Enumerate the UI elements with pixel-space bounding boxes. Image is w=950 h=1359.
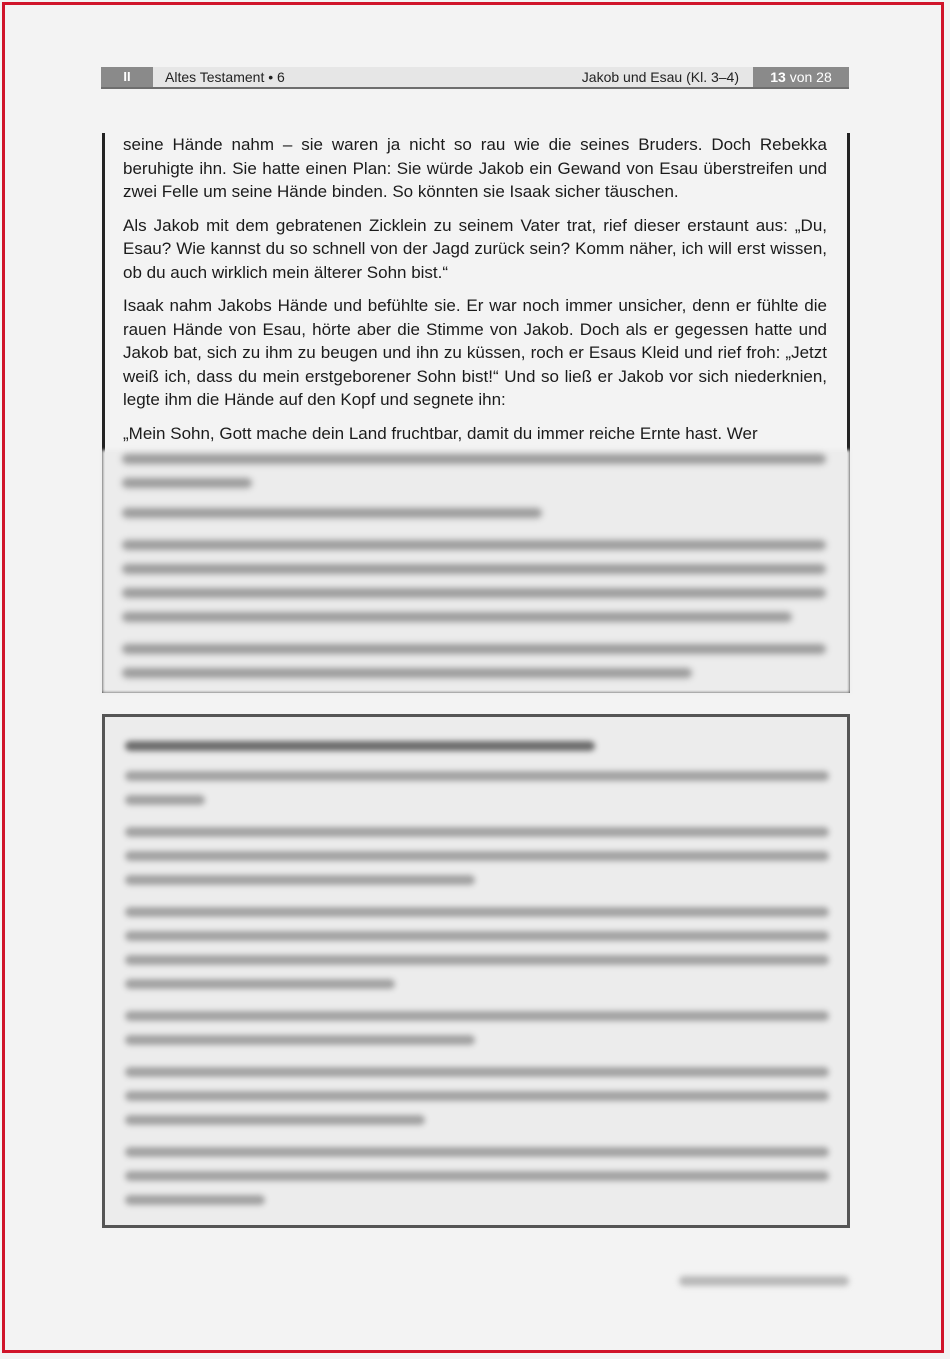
blurred-footer-note — [679, 1276, 849, 1286]
blurred-heading — [125, 741, 595, 751]
blurred-line — [125, 1171, 829, 1181]
page-header — [101, 67, 849, 89]
blurred-line — [125, 1091, 829, 1101]
blurred-line — [125, 827, 829, 837]
blurred-line — [122, 644, 826, 654]
blurred-line — [125, 1195, 265, 1205]
blurred-line — [122, 508, 542, 518]
blurred-line — [122, 668, 692, 678]
blurred-line — [125, 851, 829, 861]
blurred-line — [122, 564, 826, 574]
section-badge: II — [101, 67, 153, 87]
blurred-line — [125, 1011, 829, 1021]
blurred-line — [125, 1147, 829, 1157]
blurred-story-box — [102, 714, 850, 1228]
blurred-line — [122, 478, 252, 488]
blurred-line — [122, 588, 826, 598]
page-current: 13 — [770, 69, 786, 85]
blurred-line — [122, 612, 792, 622]
blurred-line — [125, 875, 475, 885]
series-title: Altes Testament • 6 — [165, 69, 285, 85]
blurred-line — [125, 795, 205, 805]
unit-title: Jakob und Esau (Kl. 3–4) — [581, 69, 739, 85]
paragraph: Als Jakob mit dem gebratenen Zicklein zu seinem Vater trat, rief dieser erstaunt aus: „Du, Esau? Wie kannst du so schnell von der Jagd zurück sein? Komm näher, ich will erst wissen, ob du auch wirklich mein älterer Sohn bist.“ — [123, 215, 827, 282]
blurred-line — [125, 979, 395, 989]
paragraph: „Mein Sohn, Gott mache dein Land fruchtbar, damit du immer reiche Ernte hast. Wer — [123, 423, 758, 443]
blurred-text-region — [102, 450, 850, 693]
paragraph: seine Hände nahm – sie waren ja nicht so rau wie die seines Bruders. Doch Rebekka beruhigte ihn. Sie hatte einen Plan: Sie würde Jakob ein Gewand von Esau überstreifen und zwei Felle um seine Hände binden. So könnten sie Isaak sicher täuschen. — [123, 135, 827, 201]
blurred-line — [125, 931, 829, 941]
page-counter — [753, 67, 849, 87]
paragraph: Isaak nahm Jakobs Hände und befühlte sie. Er war noch immer unsicher, denn er fühlte die rauen Hände von Esau, hörte aber die Stimme von Jakob. Doch als er gegessen hatte und Jakob bat, sich zu ihm zu beugen und ihn zu küssen, roch er Esaus Kleid und rief froh: „Jetzt weiß ich, dass du mein erstgeborener Sohn bist!“ Und so ließ er Jakob vor sich niederknien, legte ihm die Hände auf den Kopf und segnete ihn: — [123, 296, 827, 409]
blurred-line — [122, 454, 826, 464]
page-total: von 28 — [785, 69, 832, 85]
blurred-line — [125, 1115, 425, 1125]
story-text — [123, 133, 827, 455]
blurred-line — [125, 771, 829, 781]
blurred-line — [125, 1035, 475, 1045]
blurred-line — [125, 955, 829, 965]
blurred-line — [125, 1067, 829, 1077]
blurred-line — [125, 907, 829, 917]
blurred-line — [122, 540, 826, 550]
